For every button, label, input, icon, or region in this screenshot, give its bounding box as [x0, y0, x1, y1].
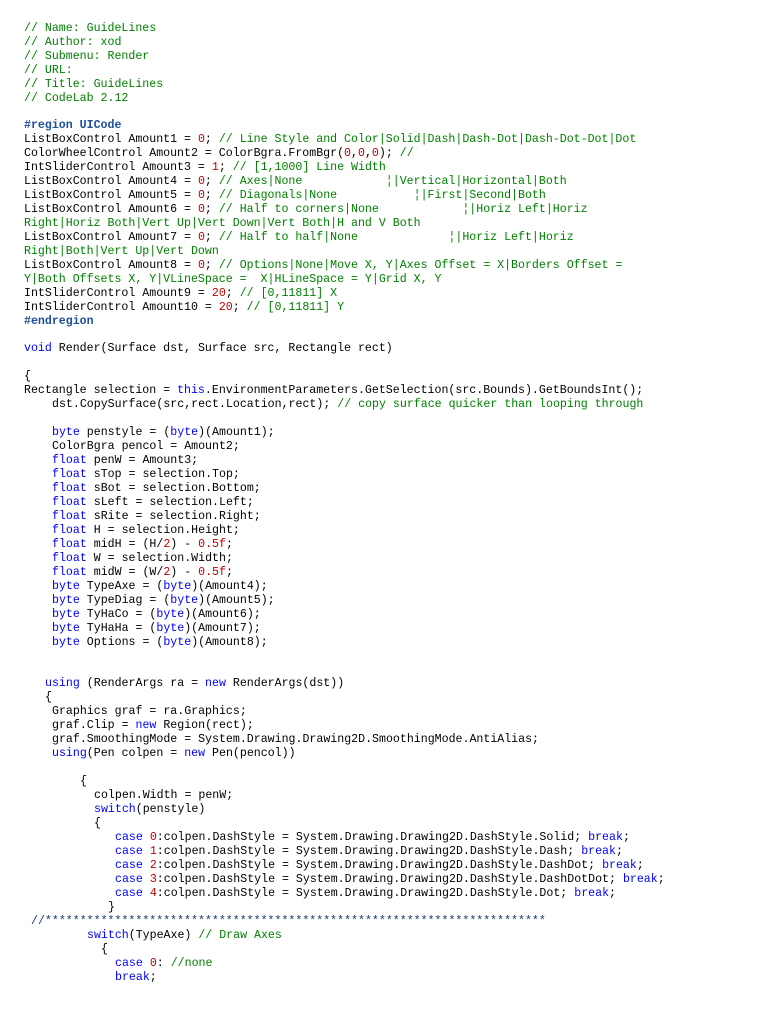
code-token-keyword: float [52, 510, 87, 523]
code-token-keyword: float [52, 468, 87, 481]
code-token-number: 4 [149, 887, 157, 900]
code-token-keyword: using [45, 677, 80, 690]
code-token-plain: )(Amount7); [184, 622, 261, 635]
code-token-keyword: case [115, 845, 143, 858]
code-token-plain: ; [622, 831, 630, 844]
code-token-plain [143, 887, 150, 900]
code-line [115, 971, 157, 985]
code-token-comment: Right|Horiz Both|Vert Up|Vert Down|Vert Both|H and V Both [24, 217, 421, 230]
code-token-keyword: byte [163, 580, 192, 593]
code-token-keyword: byte [156, 622, 185, 635]
code-token-plain: dst.CopySurface(src,rect.Location,rect); [52, 398, 338, 411]
code-token-plain: :colpen.DashStyle = System.Drawing.Drawing2D.DashStyle.Dash; [156, 845, 582, 858]
code-line [24, 231, 574, 245]
code-token-keyword: case [115, 873, 143, 886]
code-line [52, 733, 539, 747]
code-token-comment: // [0,11811] Y [246, 301, 345, 314]
code-line [52, 719, 254, 733]
code-token-plain: sBot = selection.Bottom; [86, 482, 261, 495]
code-line [94, 789, 233, 803]
code-token-number: 20 [211, 287, 226, 300]
code-token-plain: ; [204, 231, 219, 244]
code-line [24, 64, 73, 78]
code-token-directive: #endregion [24, 315, 94, 328]
code-line [24, 259, 622, 273]
code-token-keyword: switch [87, 929, 129, 942]
code-line [24, 119, 121, 133]
code-line [24, 384, 643, 398]
code-line [52, 552, 233, 566]
code-line [52, 510, 261, 524]
code-token-plain: { [45, 691, 52, 704]
code-token-plain: midW = (W/ [86, 566, 164, 579]
code-token-keyword: float [52, 524, 87, 537]
code-token-keyword: float [52, 496, 87, 509]
code-token-plain: TypeDiag = ( [79, 594, 171, 607]
code-token-plain: ; [204, 259, 219, 272]
code-token-plain: TyHaCo = ( [79, 608, 157, 621]
code-token-number: 0 [197, 231, 205, 244]
code-token-plain: ) - [170, 566, 199, 579]
code-token-plain: ; [204, 133, 219, 146]
code-token-plain: penstyle = ( [79, 426, 171, 439]
code-token-comment: // Axes|None ¦|Vertical|Horizontal|Both [218, 175, 567, 188]
code-token-plain: ListBoxControl Amount5 = [24, 189, 198, 202]
code-token-keyword: break [581, 845, 616, 858]
code-token-plain: sTop = selection.Top; [86, 468, 240, 481]
code-token-plain: ; [204, 175, 219, 188]
code-line [24, 22, 156, 36]
code-token-plain: :colpen.DashStyle = System.Drawing.Drawing2D.DashStyle.Solid; [156, 831, 589, 844]
code-token-plain: { [94, 817, 101, 830]
code-token-plain: , [364, 147, 372, 160]
code-token-number: 1 [149, 845, 157, 858]
code-token-comment: // [1,1000] Line Width [232, 161, 386, 174]
code-token-number: 0 [197, 133, 205, 146]
code-token-plain: :colpen.DashStyle = System.Drawing.Drawing2D.DashStyle.Dot; [156, 887, 575, 900]
code-token-plain: )(Amount5); [198, 594, 275, 607]
code-token-keyword: new [205, 677, 226, 690]
code-token-plain: , [351, 147, 358, 160]
code-token-plain: } [108, 901, 115, 914]
code-line [52, 636, 268, 650]
code-token-comment: // Diagonals|None ¦|First|Second|Both [218, 189, 546, 202]
code-token-comment: // CodeLab 2.12 [24, 92, 129, 105]
code-line [24, 175, 567, 189]
code-token-number: 0 [149, 957, 157, 970]
code-token-plain: graf.Clip = [52, 719, 136, 732]
code-token-plain: IntSliderControl Amount10 = [24, 301, 219, 314]
code-token-plain: )(Amount1); [198, 426, 275, 439]
code-token-keyword: byte [52, 594, 80, 607]
code-line [115, 831, 630, 845]
code-line [115, 873, 665, 887]
code-token-comment: // Half to half|None ¦|Horiz Left|Horiz [218, 231, 574, 244]
code-line [52, 524, 240, 538]
code-token-plain: IntSliderControl Amount3 = [24, 161, 212, 174]
code-line [115, 887, 616, 901]
code-token-plain: ; [225, 538, 233, 551]
code-line [24, 189, 546, 203]
code-token-comment: //none [170, 957, 213, 970]
code-token-plain: TypeAxe = ( [79, 580, 164, 593]
code-token-number: 3 [149, 873, 157, 886]
code-token-plain: ; [636, 859, 644, 872]
code-token-plain: (penstyle) [135, 803, 206, 816]
code-line [115, 845, 623, 859]
code-line [24, 36, 121, 50]
code-token-keyword: break [115, 971, 150, 984]
code-token-number: 0.5f [198, 538, 226, 551]
code-line [52, 468, 240, 482]
code-token-plain: ; [225, 566, 233, 579]
code-token-plain: RenderArgs(dst)) [225, 677, 345, 690]
code-token-keyword: this [177, 384, 205, 397]
code-token-plain: :colpen.DashStyle = System.Drawing.Drawing2D.DashStyle.DashDotDot; [156, 873, 623, 886]
code-token-plain: penW = Amount3; [86, 454, 199, 467]
code-token-number: 0 [344, 147, 352, 160]
code-line [52, 482, 261, 496]
code-token-number: 2 [163, 538, 171, 551]
code-token-keyword: byte [170, 594, 199, 607]
code-token-keyword: byte [170, 426, 199, 439]
code-line [24, 78, 163, 92]
code-token-plain: ) - [170, 538, 199, 551]
code-token-plain: ; [657, 873, 665, 886]
code-line [24, 245, 219, 259]
code-token-keyword: break [574, 887, 610, 900]
code-line [52, 747, 296, 761]
code-line [24, 342, 393, 356]
code-token-number: 2 [163, 566, 171, 579]
code-token-plain: Region(rect); [156, 719, 254, 732]
code-line [87, 929, 282, 943]
code-token-plain: W = selection.Width; [86, 552, 233, 565]
code-token-plain: IntSliderControl Amount9 = [24, 287, 212, 300]
code-token-plain: ; [615, 845, 623, 858]
code-token-plain: Options = ( [79, 636, 164, 649]
code-token-keyword: byte [52, 608, 80, 621]
code-token-comment: // Options|None|Move X, Y|Axes Offset = X|Borders Offset = [218, 259, 623, 272]
code-token-plain: H = selection.Height; [86, 524, 240, 537]
code-token-number: 0 [357, 147, 365, 160]
code-token-plain: (RenderArgs ra = [79, 677, 206, 690]
code-token-plain: )(Amount8); [191, 636, 268, 649]
code-token-stars: //************************************************************************ [31, 915, 546, 928]
code-token-number: 0 [149, 831, 157, 844]
code-token-keyword: case [115, 859, 143, 872]
code-token-comment: // Half to corners|None ¦|Horiz Left|Horiz [218, 203, 588, 216]
code-token-keyword: float [52, 454, 87, 467]
code-token-plain: )(Amount6); [184, 608, 261, 621]
code-token-keyword: float [52, 538, 87, 551]
code-line [45, 677, 344, 691]
code-token-keyword: byte [52, 636, 80, 649]
code-token-keyword: break [588, 831, 623, 844]
code-line [115, 957, 212, 971]
code-line [80, 775, 87, 789]
code-line [52, 594, 275, 608]
code-token-plain: ListBoxControl Amount4 = [24, 175, 198, 188]
code-line [24, 203, 588, 217]
code-token-comment: // Draw Axes [198, 929, 282, 942]
code-token-keyword: new [184, 747, 206, 760]
code-line [45, 691, 52, 705]
code-token-number: 0.5f [198, 566, 226, 579]
code-token-comment: // copy surface quicker than looping through [337, 398, 644, 411]
code-token-comment: // Author: xod [24, 36, 122, 49]
code-token-plain: ColorWheelControl Amount2 = ColorBgra.FromBgr( [24, 147, 345, 160]
code-token-plain: ListBoxControl Amount1 = [24, 133, 198, 146]
code-token-keyword: case [115, 831, 143, 844]
code-token-plain [143, 831, 150, 844]
code-token-plain [143, 873, 150, 886]
code-token-plain: (TypeAxe) [128, 929, 199, 942]
code-token-plain: ; [149, 971, 157, 984]
code-token-directive: #region UICode [24, 119, 122, 132]
code-token-comment: // Submenu: Render [24, 50, 150, 63]
code-token-plain: ; [225, 287, 240, 300]
code-token-comment: // [0,11811] X [239, 287, 338, 300]
code-line [52, 705, 247, 719]
code-token-number: 2 [149, 859, 157, 872]
code-token-comment: // Title: GuideLines [24, 78, 164, 91]
code-token-plain: :colpen.DashStyle = System.Drawing.Drawing2D.DashStyle.DashDot; [156, 859, 603, 872]
code-token-plain: { [24, 370, 31, 383]
code-token-plain: Graphics graf = ra.Graphics; [52, 705, 247, 718]
code-line [24, 133, 636, 147]
code-token-keyword: break [622, 873, 658, 886]
code-token-plain: ; [204, 189, 219, 202]
code-line [52, 454, 198, 468]
code-token-plain: sLeft = selection.Left; [86, 496, 254, 509]
code-line [115, 859, 644, 873]
code-token-plain: ListBoxControl Amount7 = [24, 231, 198, 244]
code-token-keyword: case [115, 887, 143, 900]
code-token-plain: )(Amount4); [191, 580, 268, 593]
code-line [52, 440, 240, 454]
code-line [94, 817, 101, 831]
code-token-keyword: byte [156, 608, 185, 621]
code-line [24, 301, 344, 315]
code-token-comment: Y|Both Offsets X, Y|VLineSpace = X|HLineSpace = Y|Grid X, Y [24, 273, 442, 286]
code-token-plain: ; [218, 161, 233, 174]
code-line [31, 915, 546, 929]
code-token-keyword: using [52, 747, 87, 760]
code-token-plain: (Pen colpen = [86, 747, 185, 760]
code-token-plain: ListBoxControl Amount6 = [24, 203, 198, 216]
code-token-plain [143, 859, 150, 872]
code-line [108, 901, 115, 915]
code-token-plain [143, 957, 150, 970]
code-line [52, 538, 233, 552]
code-token-number: 1 [211, 161, 219, 174]
code-line [52, 566, 233, 580]
code-line [24, 370, 31, 384]
code-token-comment: // [399, 147, 414, 160]
code-line [24, 287, 337, 301]
code-token-number: 0 [197, 189, 205, 202]
code-token-plain: midH = (H/ [86, 538, 164, 551]
code-token-plain: .EnvironmentParameters.GetSelection(src.Bounds).GetBoundsInt(); [204, 384, 644, 397]
code-line [101, 943, 108, 957]
code-token-keyword: case [115, 957, 143, 970]
code-token-comment: // Line Style and Color|Solid|Dash|Dash-Dot|Dash-Dot-Dot|Dot [218, 133, 637, 146]
code-token-keyword: float [52, 482, 87, 495]
code-token-plain: ); [378, 147, 400, 160]
code-token-plain: { [101, 943, 108, 956]
code-token-number: 20 [218, 301, 233, 314]
code-token-plain: Render(Surface dst, Surface src, Rectangle rect) [51, 342, 393, 355]
code-token-plain: TyHaHa = ( [79, 622, 157, 635]
code-token-plain: graf.SmoothingMode = System.Drawing.Drawing2D.SmoothingMode.AntiAlias; [52, 733, 540, 746]
code-token-keyword: switch [94, 803, 136, 816]
code-token-keyword: break [602, 859, 637, 872]
code-token-plain: Rectangle selection = [24, 384, 178, 397]
code-token-plain: ListBoxControl Amount8 = [24, 259, 198, 272]
code-token-plain: sRite = selection.Right; [86, 510, 261, 523]
code-token-number: 0 [197, 175, 205, 188]
code-token-keyword: byte [52, 426, 80, 439]
code-token-comment: // Name: GuideLines [24, 22, 157, 35]
code-token-plain: : [156, 957, 171, 970]
code-token-comment: // URL: [24, 64, 73, 77]
code-token-keyword: new [135, 719, 157, 732]
code-token-keyword: byte [52, 622, 80, 635]
code-token-number: 0 [371, 147, 379, 160]
code-token-keyword: float [52, 552, 87, 565]
code-token-plain: ; [609, 887, 616, 900]
code-line [24, 50, 149, 64]
code-line [94, 803, 205, 817]
code-token-plain: colpen.Width = penW; [94, 789, 234, 802]
code-line [24, 217, 421, 231]
code-token-comment: Right|Both|Vert Up|Vert Down [24, 245, 219, 258]
code-line [52, 426, 275, 440]
code-line [52, 608, 261, 622]
code-token-plain: ; [204, 203, 219, 216]
code-line [52, 496, 254, 510]
code-token-number: 0 [197, 259, 205, 272]
code-token-keyword: void [24, 342, 52, 355]
code-line [52, 398, 643, 412]
code-line [52, 580, 268, 594]
code-line [24, 92, 128, 106]
code-token-plain: ; [232, 301, 247, 314]
code-line [24, 161, 386, 175]
code-token-keyword: float [52, 566, 87, 579]
code-line [24, 147, 414, 161]
code-token-plain: { [80, 775, 87, 788]
code-line [52, 622, 261, 636]
code-line [24, 315, 94, 329]
code-token-plain: ColorBgra pencol = Amount2; [52, 440, 240, 453]
code-token-plain: Pen(pencol)) [205, 747, 296, 760]
code-token-number: 0 [197, 203, 205, 216]
code-token-keyword: byte [52, 580, 80, 593]
code-token-plain [143, 845, 150, 858]
code-line [24, 273, 441, 287]
code-token-keyword: byte [163, 636, 192, 649]
